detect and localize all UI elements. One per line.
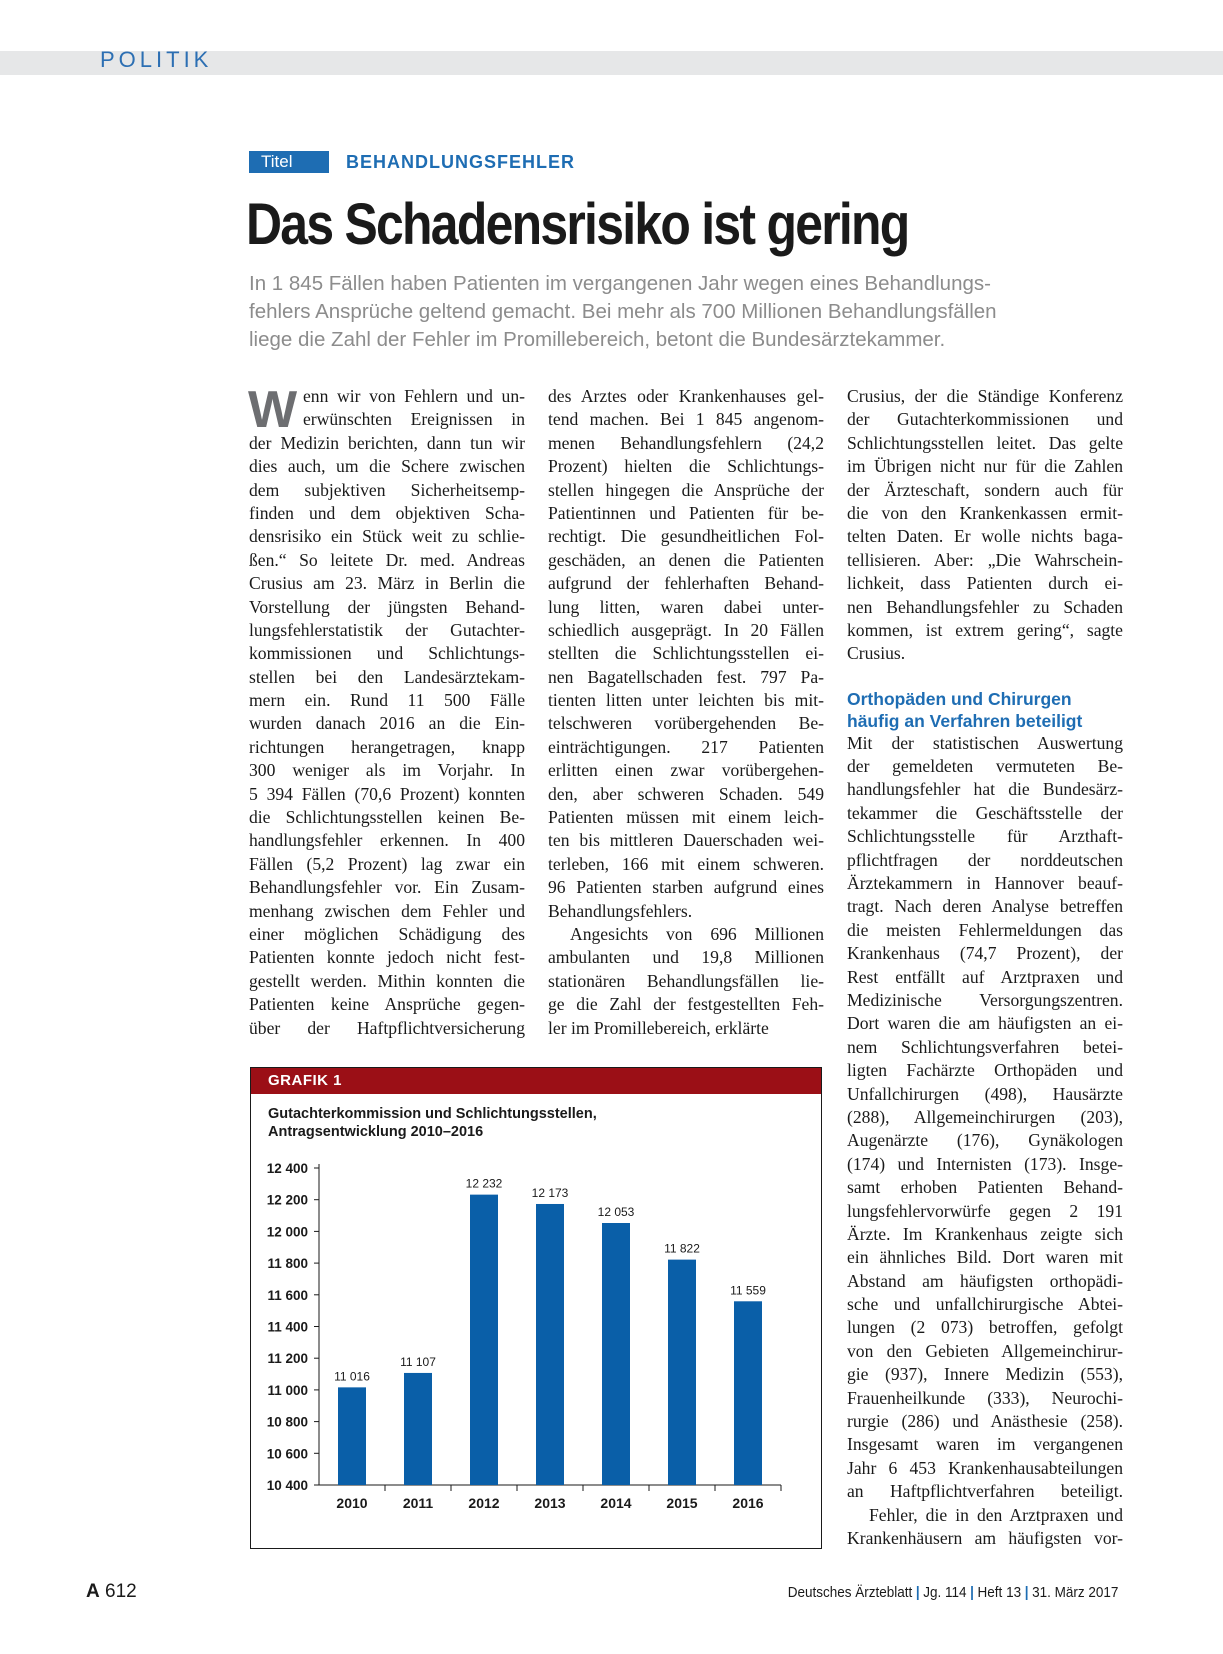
article-column-3: [847, 385, 1123, 1550]
subheading-line: häufig an Verfahren beteiligt: [847, 710, 1083, 731]
text-line: dem subjektiven Sicherheitsemp-: [249, 479, 525, 500]
text-line: den, aber schweren Schaden. 549: [548, 783, 824, 804]
text-line: tragt. Nach deren Analyse betreffen: [847, 896, 1123, 917]
article-column-1: [248, 381, 525, 1040]
text-line: Fällen (5,2 Prozent) lag zwar ein: [249, 853, 525, 874]
footer-separator: |: [1024, 1584, 1029, 1601]
journal-date: 31. März 2017: [1031, 1584, 1118, 1601]
text-line: Rest entfällt auf Arztpraxen und: [847, 966, 1123, 987]
page-number-value: 612: [105, 1581, 137, 1602]
x-tick-label: 2016: [732, 1495, 764, 1511]
text-line: Behandlungsfehler vor. Ein Zusam-: [249, 877, 525, 898]
text-line: die Schlichtungsstellen keinen Be-: [249, 807, 525, 828]
column-3-text-a: [847, 385, 1123, 666]
y-tick-label: 12 000: [266, 1224, 308, 1240]
text-line: gie (937), Innere Medizin (553),: [847, 1364, 1123, 1385]
text-line: sche und unfallchirurgische Abtei-: [847, 1294, 1123, 1315]
bar: [602, 1223, 630, 1485]
text-line: Behandlungsfehlers.: [548, 900, 693, 921]
text-line: Ärztekammern in Hannover beauf-: [847, 873, 1123, 894]
x-tick-label: 2014: [600, 1495, 632, 1511]
text-line: des Arztes oder Krankenhauses gel-: [548, 386, 824, 406]
lead-line: liege die Zahl der Fehler im Promillebereich, betont die Bundesärztekammer.: [249, 328, 946, 351]
footer-separator: |: [915, 1584, 920, 1601]
y-tick-label: 12 200: [266, 1192, 308, 1208]
text-line: Patienten keine Ansprüche gegen-: [249, 994, 525, 1015]
text-line: pflichtfragen der norddeutschen: [847, 849, 1123, 870]
text-line: 96 Patienten starben aufgrund eines: [548, 877, 824, 898]
text-line: Crusius.: [847, 643, 906, 664]
column-1-text: [249, 432, 525, 1040]
text-line: handlungsfehler hat die Bundesärz-: [847, 779, 1123, 800]
data-label: 12 053: [597, 1204, 635, 1219]
y-tick-label: 11 400: [267, 1319, 308, 1335]
data-label: 12 173: [531, 1185, 569, 1200]
text-line: Krankenhäusern am häufigsten vor-: [847, 1527, 1123, 1548]
text-line: 5 394 Fällen (70,6 Prozent) konnten: [249, 783, 525, 804]
text-line: Vorstellung der jüngsten Behand-: [249, 596, 525, 617]
y-tick-label: 11 800: [267, 1256, 308, 1272]
x-tick-label: 2013: [534, 1495, 566, 1511]
text-line: stellten die Schlichtungsstellen ei-: [548, 643, 824, 664]
text-line: menen Behandlungsfehlern (24,2: [548, 432, 824, 453]
text-line: Abstand am häufigsten orthopädi-: [847, 1270, 1123, 1291]
text-line: tekammer die Geschäftsstelle der: [847, 802, 1123, 823]
text-line: Crusius, der die Ständige Konferenz: [847, 386, 1123, 406]
text-line: lungen (2 073) betroffen, gefolgt: [847, 1317, 1123, 1338]
text-line: von den Gebieten Allgemeinchirur-: [847, 1340, 1123, 1361]
text-line: einträchtigungen. 217 Patienten: [548, 736, 824, 757]
text-line: der Ärzteschaft, sondern auch für: [847, 479, 1123, 500]
text-line: Crusius am 23. März in Berlin die: [249, 573, 525, 594]
text-line: die meisten Fehlermeldungen das: [847, 919, 1123, 940]
journal-name: Deutsches Ärzteblatt: [787, 1584, 912, 1601]
text-line: rechtigt. Die gesundheitlichen Fol-: [548, 526, 824, 547]
chart-box: [250, 1067, 822, 1549]
bar: [470, 1195, 498, 1485]
y-tick-label: 10 400: [266, 1478, 308, 1493]
text-line: ten bis mittleren Dauerschaden wei-: [548, 830, 824, 851]
category-label: BEHANDLUNGSFEHLER: [346, 152, 576, 172]
text-line: ßen.“ So leitete Dr. med. Andreas: [249, 549, 525, 570]
data-label: 12 232: [465, 1176, 503, 1191]
text-line: Patientinnen und Patienten für be-: [548, 502, 824, 523]
text-line: Frauenheilkunde (333), Neurochi-: [847, 1387, 1123, 1408]
journal-issue: Heft 13: [977, 1584, 1021, 1601]
text-line: im Übrigen nicht nur für die Zahlen: [847, 456, 1123, 477]
x-tick-label: 2012: [468, 1495, 500, 1511]
x-tick-label: 2010: [336, 1495, 368, 1511]
text-line: kommen, ist extrem gering“, sagte: [847, 619, 1123, 640]
chart-header: GRAFIK 1: [251, 1068, 821, 1094]
text-line: Mit der statistischen Auswertung: [847, 732, 1123, 753]
text-line: telten Daten. Er wolle nichts baga-: [847, 526, 1123, 547]
text-line: tienten litten unter leichten bis mit-: [548, 690, 824, 711]
text-line: Dort waren die am häufigsten an ei-: [847, 1013, 1123, 1034]
text-line: nen Behandlungsfehler zu Schaden: [847, 596, 1123, 617]
text-line: enn wir von Fehlern und un-: [303, 386, 525, 406]
x-tick-label: 2015: [666, 1495, 698, 1511]
text-line: einer möglichen Schädigung des: [249, 923, 525, 944]
text-line: ler im Promillebereich, erklärte: [548, 1017, 769, 1038]
text-line: Patienten müssen mit einem leich-: [548, 807, 824, 828]
bar: [536, 1204, 564, 1485]
text-line: rurgie (286) und Anästhesie (258).: [847, 1411, 1123, 1432]
text-line: Prozent) hielten die Schlichtungs-: [548, 456, 824, 477]
text-line: lungsfehlervorwürfe gegen 2 191: [847, 1200, 1123, 1221]
text-line: Augenärzte (176), Gynäkologen: [847, 1130, 1123, 1151]
text-line: über der Haftpflichtversicherung: [249, 1017, 525, 1038]
data-label: 11 559: [730, 1283, 766, 1298]
footer-journal: [787, 1584, 1118, 1601]
text-line: Unfallchirurgen (498), Hausärzte: [847, 1083, 1123, 1104]
text-line: Medizinische Versorgungszentren.: [847, 989, 1123, 1010]
column-3-text-b: [847, 732, 1123, 1551]
text-line: samt erhoben Patienten Behand-: [847, 1177, 1123, 1198]
text-line: ligten Fachärzte Orthopäden und: [847, 1060, 1123, 1081]
data-label: 11 107: [400, 1354, 436, 1369]
text-line: der Medizin berichten, dann tun wir: [249, 432, 525, 453]
footer-separator: |: [969, 1584, 974, 1601]
subheading: [847, 688, 1123, 732]
text-line: lungsfehlerstatistik der Gutachter-: [249, 619, 525, 640]
text-line: menhang zwischen dem Fehler und: [249, 900, 525, 921]
title-tag: Titel: [249, 151, 329, 173]
text-line: lichkeit, dass Patienten durch ei-: [847, 573, 1123, 594]
y-tick-label: 11 200: [267, 1351, 308, 1367]
y-tick-label: 11 600: [267, 1287, 308, 1303]
text-line: ein ähnliches Bild. Dort waren mit: [847, 1247, 1123, 1268]
text-line: Insgesamt waren im vergangenen: [847, 1434, 1123, 1455]
y-tick-label: 11 000: [267, 1382, 308, 1398]
text-line: Schlichtungsstellen leitet. Das gelte: [847, 432, 1123, 453]
text-line: nem Schlichtungsverfahren betei-: [847, 1036, 1123, 1057]
text-line: Jahr 6 453 Krankenhausabteilungen: [847, 1457, 1123, 1478]
bar: [338, 1387, 366, 1485]
text-line: geschäden, an denen die Patienten: [548, 549, 824, 570]
text-line: Schlichtungsstelle für Arzthaft-: [847, 826, 1123, 847]
bar: [734, 1301, 762, 1485]
drop-cap: W: [248, 381, 298, 439]
text-line: densrisiko ein Stück weit zu schlie-: [249, 526, 525, 547]
text-line: ambulanten und 19,8 Millionen: [548, 947, 824, 968]
bar: [404, 1373, 432, 1485]
bar-chart: [251, 1068, 821, 1548]
lead-line: In 1 845 Fällen haben Patienten im vergangenen Jahr wegen eines Behandlungs-: [249, 272, 991, 295]
y-tick-label: 10 800: [266, 1414, 308, 1430]
text-line: Patienten konnte jedoch nicht fest-: [249, 947, 525, 968]
text-line: lung litten, waren dabei unter-: [548, 596, 824, 617]
journal-volume: Jg. 114: [922, 1584, 967, 1601]
text-line: der Gutachterkommissionen und: [847, 409, 1123, 430]
section-label: POLITIK: [100, 47, 213, 72]
y-tick-label: 12 400: [266, 1161, 308, 1176]
text-line: wurden danach 2016 an die Ein-: [249, 713, 525, 734]
text-line: dies auch, um die Schere zwischen: [249, 456, 525, 477]
headline: Das Schadensrisiko ist gering: [246, 192, 909, 257]
lead-line: fehlers Ansprüche geltend gemacht. Bei mehr als 700 Millionen Behandlungsfällen: [249, 300, 997, 323]
text-line: stationären Behandlungsfällen lie-: [548, 970, 824, 991]
y-tick-label: 10 600: [266, 1446, 308, 1462]
subheading-line: Orthopäden und Chirurgen: [847, 688, 1072, 709]
text-line: stellen bei den Landesärztekam-: [249, 666, 525, 687]
text-line: Fehler, die in den Arztpraxen und: [869, 1504, 1123, 1525]
text-line: gestellt werden. Mithin konnten die: [249, 970, 525, 991]
text-line: Krankenhaus (74,7 Prozent), der: [847, 943, 1123, 964]
text-line: telschweren vorübergehenden Be-: [548, 713, 824, 734]
bar: [668, 1260, 696, 1485]
text-line: schiedlich ausgeprägt. In 20 Fällen: [548, 619, 824, 640]
text-line: handlungsfehler erkennen. In 400: [249, 830, 525, 851]
column-2-text: [548, 385, 824, 1040]
text-line: tellisieren. Aber: „Die Wahrschein-: [847, 549, 1123, 570]
text-line: terleben, 166 mit einem schweren.: [548, 853, 824, 874]
text-line: kommissionen und Schlichtungs-: [249, 643, 525, 664]
text-line: aufgrund der fehlerhaften Behand-: [548, 573, 824, 594]
text-line: ge die Zahl der festgestellten Feh-: [548, 994, 824, 1015]
text-line: Angesichts von 696 Millionen: [570, 923, 824, 944]
text-line: erwünschten Ereignissen in: [303, 409, 525, 430]
text-line: erlitten einen zwar vorübergehen-: [548, 760, 824, 781]
data-label: 11 822: [664, 1241, 700, 1256]
text-line: an Haftpflichtverfahren beteiligt.: [847, 1481, 1123, 1502]
article-column-2: [548, 385, 824, 1040]
x-tick-label: 2011: [402, 1495, 434, 1511]
data-label: 11 016: [334, 1369, 370, 1384]
text-line: nen Bagatellschaden fest. 797 Pa-: [548, 666, 824, 687]
page-prefix: A: [86, 1581, 100, 1602]
text-line: der gemeldeten vermuteten Be-: [847, 756, 1123, 777]
text-line: mern ein. Rund 11 500 Fälle: [249, 690, 525, 711]
text-line: (174) und Internisten (173). Insge-: [847, 1153, 1123, 1174]
text-line: 300 weniger als im Vorjahr. In: [249, 760, 525, 781]
text-line: tend machen. Bei 1 845 angenom-: [548, 409, 824, 430]
lead-paragraph: [249, 270, 1119, 354]
chart-title: Gutachterkommission und Schlichtungsstellen, Antragsentwicklung 2010–2016: [268, 1106, 597, 1140]
text-line: die von den Krankenkassen ermit-: [847, 502, 1123, 523]
text-line: richtungen herangetragen, knapp: [249, 736, 525, 757]
text-line: (288), Allgemeinchirurgen (203),: [847, 1106, 1123, 1127]
text-line: stellen hingegen die Ansprüche der: [548, 479, 824, 500]
text-line: Ärzte. Im Krankenhaus zeigte sich: [847, 1223, 1123, 1244]
page-number: [86, 1581, 137, 1603]
text-line: finden und dem objektiven Scha-: [249, 502, 525, 523]
